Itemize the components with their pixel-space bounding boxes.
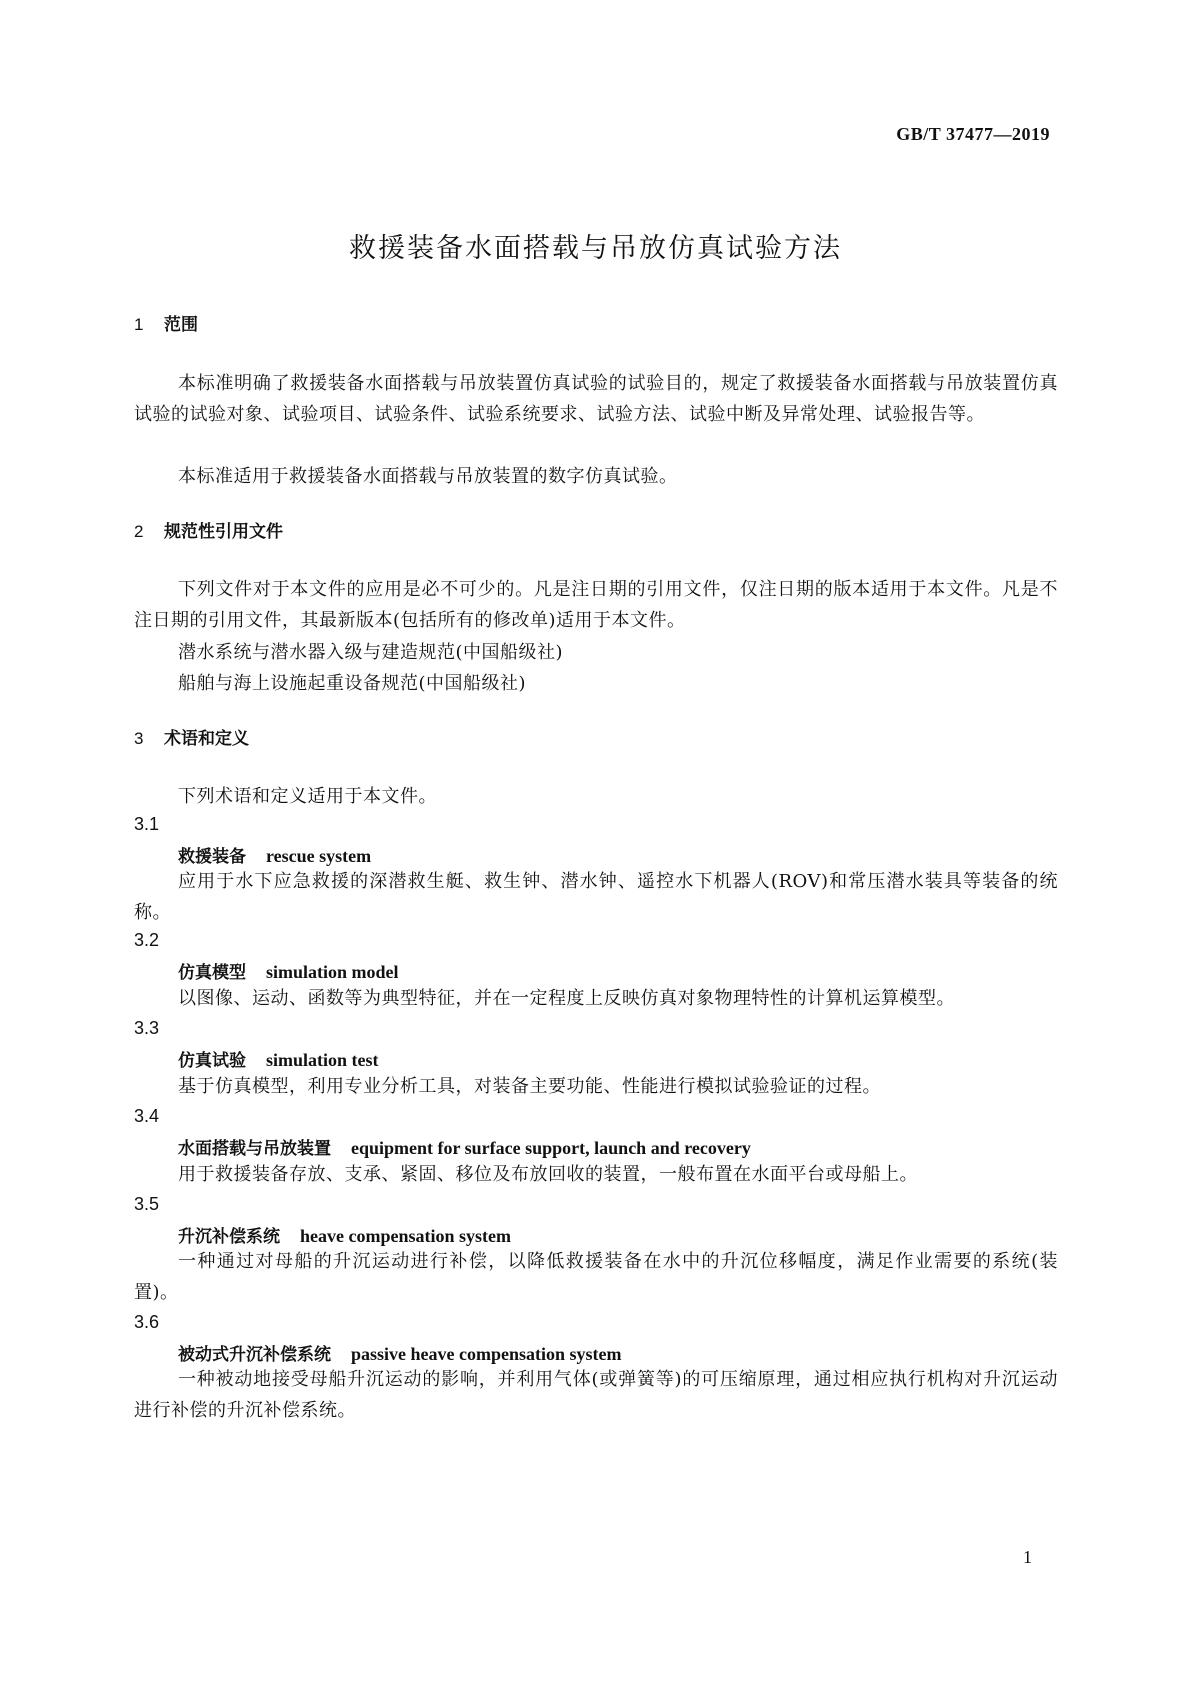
section-title: 术语和定义 [164, 729, 249, 749]
term-zh: 仿真试验 [178, 1051, 246, 1071]
reference-item: 潜水系统与潜水器入级与建造规范(中国船级社) [178, 642, 564, 663]
standard-number: GB/T 37477—2019 [896, 124, 1050, 144]
section-heading-1 [134, 310, 198, 335]
term-zh: 水面搭载与吊放装置 [178, 1139, 331, 1159]
term-name [178, 958, 399, 983]
section-heading-2 [134, 517, 283, 542]
term-number: 3.4 [134, 1106, 160, 1126]
term-definition: 用于救援装备存放、支承、紧固、移位及布放回收的装置，一般布置在水面平台或母船上。 [178, 1164, 918, 1185]
term-definition: 以图像、运动、函数等为典型特征，并在一定程度上反映仿真对象物理特性的计算机运算模型。 [178, 988, 955, 1009]
term-name [178, 1222, 511, 1247]
term-number: 3.5 [134, 1194, 160, 1214]
section-title: 规范性引用文件 [164, 522, 283, 542]
term-en: passive heave compensation system [351, 1344, 622, 1364]
section-number: 2 [134, 522, 144, 541]
term-name [178, 1046, 379, 1071]
paragraph: 本标准明确了救援装备水面搭载与吊放装置仿真试验的试验目的，规定了救援装备水面搭载与吊放装置仿真试验的试验对象、试验项目、试验条件、试验系统要求、试验方法、试验中断及异常处理、试验报告等。 [134, 373, 1058, 425]
paragraph: 下列文件对于本文件的应用是必不可少的。凡是注日期的引用文件，仅注日期的版本适用于本文件。凡是不注日期的引用文件，其最新版本(包括所有的修改单)适用于本文件。 [134, 579, 1058, 631]
term-en: simulation model [266, 962, 399, 982]
term-number: 3.2 [134, 930, 160, 950]
term-en: simulation test [266, 1050, 379, 1070]
section-number: 3 [134, 729, 144, 748]
term-zh: 被动式升沉补偿系统 [178, 1345, 331, 1365]
paragraph: 本标准适用于救援装备水面搭载与吊放装置的数字仿真试验。 [178, 466, 678, 487]
term-en: heave compensation system [300, 1226, 511, 1246]
page-number: 1 [1023, 1547, 1032, 1567]
term-zh: 仿真模型 [178, 963, 246, 983]
term-en: rescue system [266, 846, 372, 866]
term-number: 3.6 [134, 1312, 160, 1332]
term-en: equipment for surface support, launch and recovery [351, 1138, 751, 1158]
paragraph: 下列术语和定义适用于本文件。 [178, 786, 437, 807]
section-heading-3 [134, 724, 249, 749]
document-title: 救援装备水面搭载与吊放仿真试验方法 [349, 233, 842, 264]
term-name [178, 842, 371, 867]
reference-item: 船舶与海上设施起重设备规范(中国船级社) [178, 673, 527, 694]
term-number: 3.1 [134, 814, 160, 834]
section-number: 1 [134, 315, 144, 334]
term-name [178, 1134, 751, 1159]
term-definition: 一种通过对母船的升沉运动进行补偿，以降低救援装备在水中的升沉位移幅度，满足作业需要的系统(装置)。 [134, 1251, 1058, 1303]
term-zh: 升沉补偿系统 [178, 1227, 280, 1247]
term-definition: 应用于水下应急救援的深潜救生艇、救生钟、潜水钟、遥控水下机器人(ROV)和常压潜水装具等装备的统称。 [134, 871, 1058, 923]
term-name [178, 1340, 622, 1365]
term-definition: 一种被动地接受母船升沉运动的影响，并利用气体(或弹簧等)的可压缩原理，通过相应执行机构对升沉运动进行补偿的升沉补偿系统。 [134, 1369, 1058, 1421]
section-title: 范围 [164, 315, 198, 335]
term-definition: 基于仿真模型，利用专业分析工具，对装备主要功能、性能进行模拟试验验证的过程。 [178, 1076, 881, 1097]
term-zh: 救援装备 [178, 847, 246, 867]
term-number: 3.3 [134, 1018, 160, 1038]
